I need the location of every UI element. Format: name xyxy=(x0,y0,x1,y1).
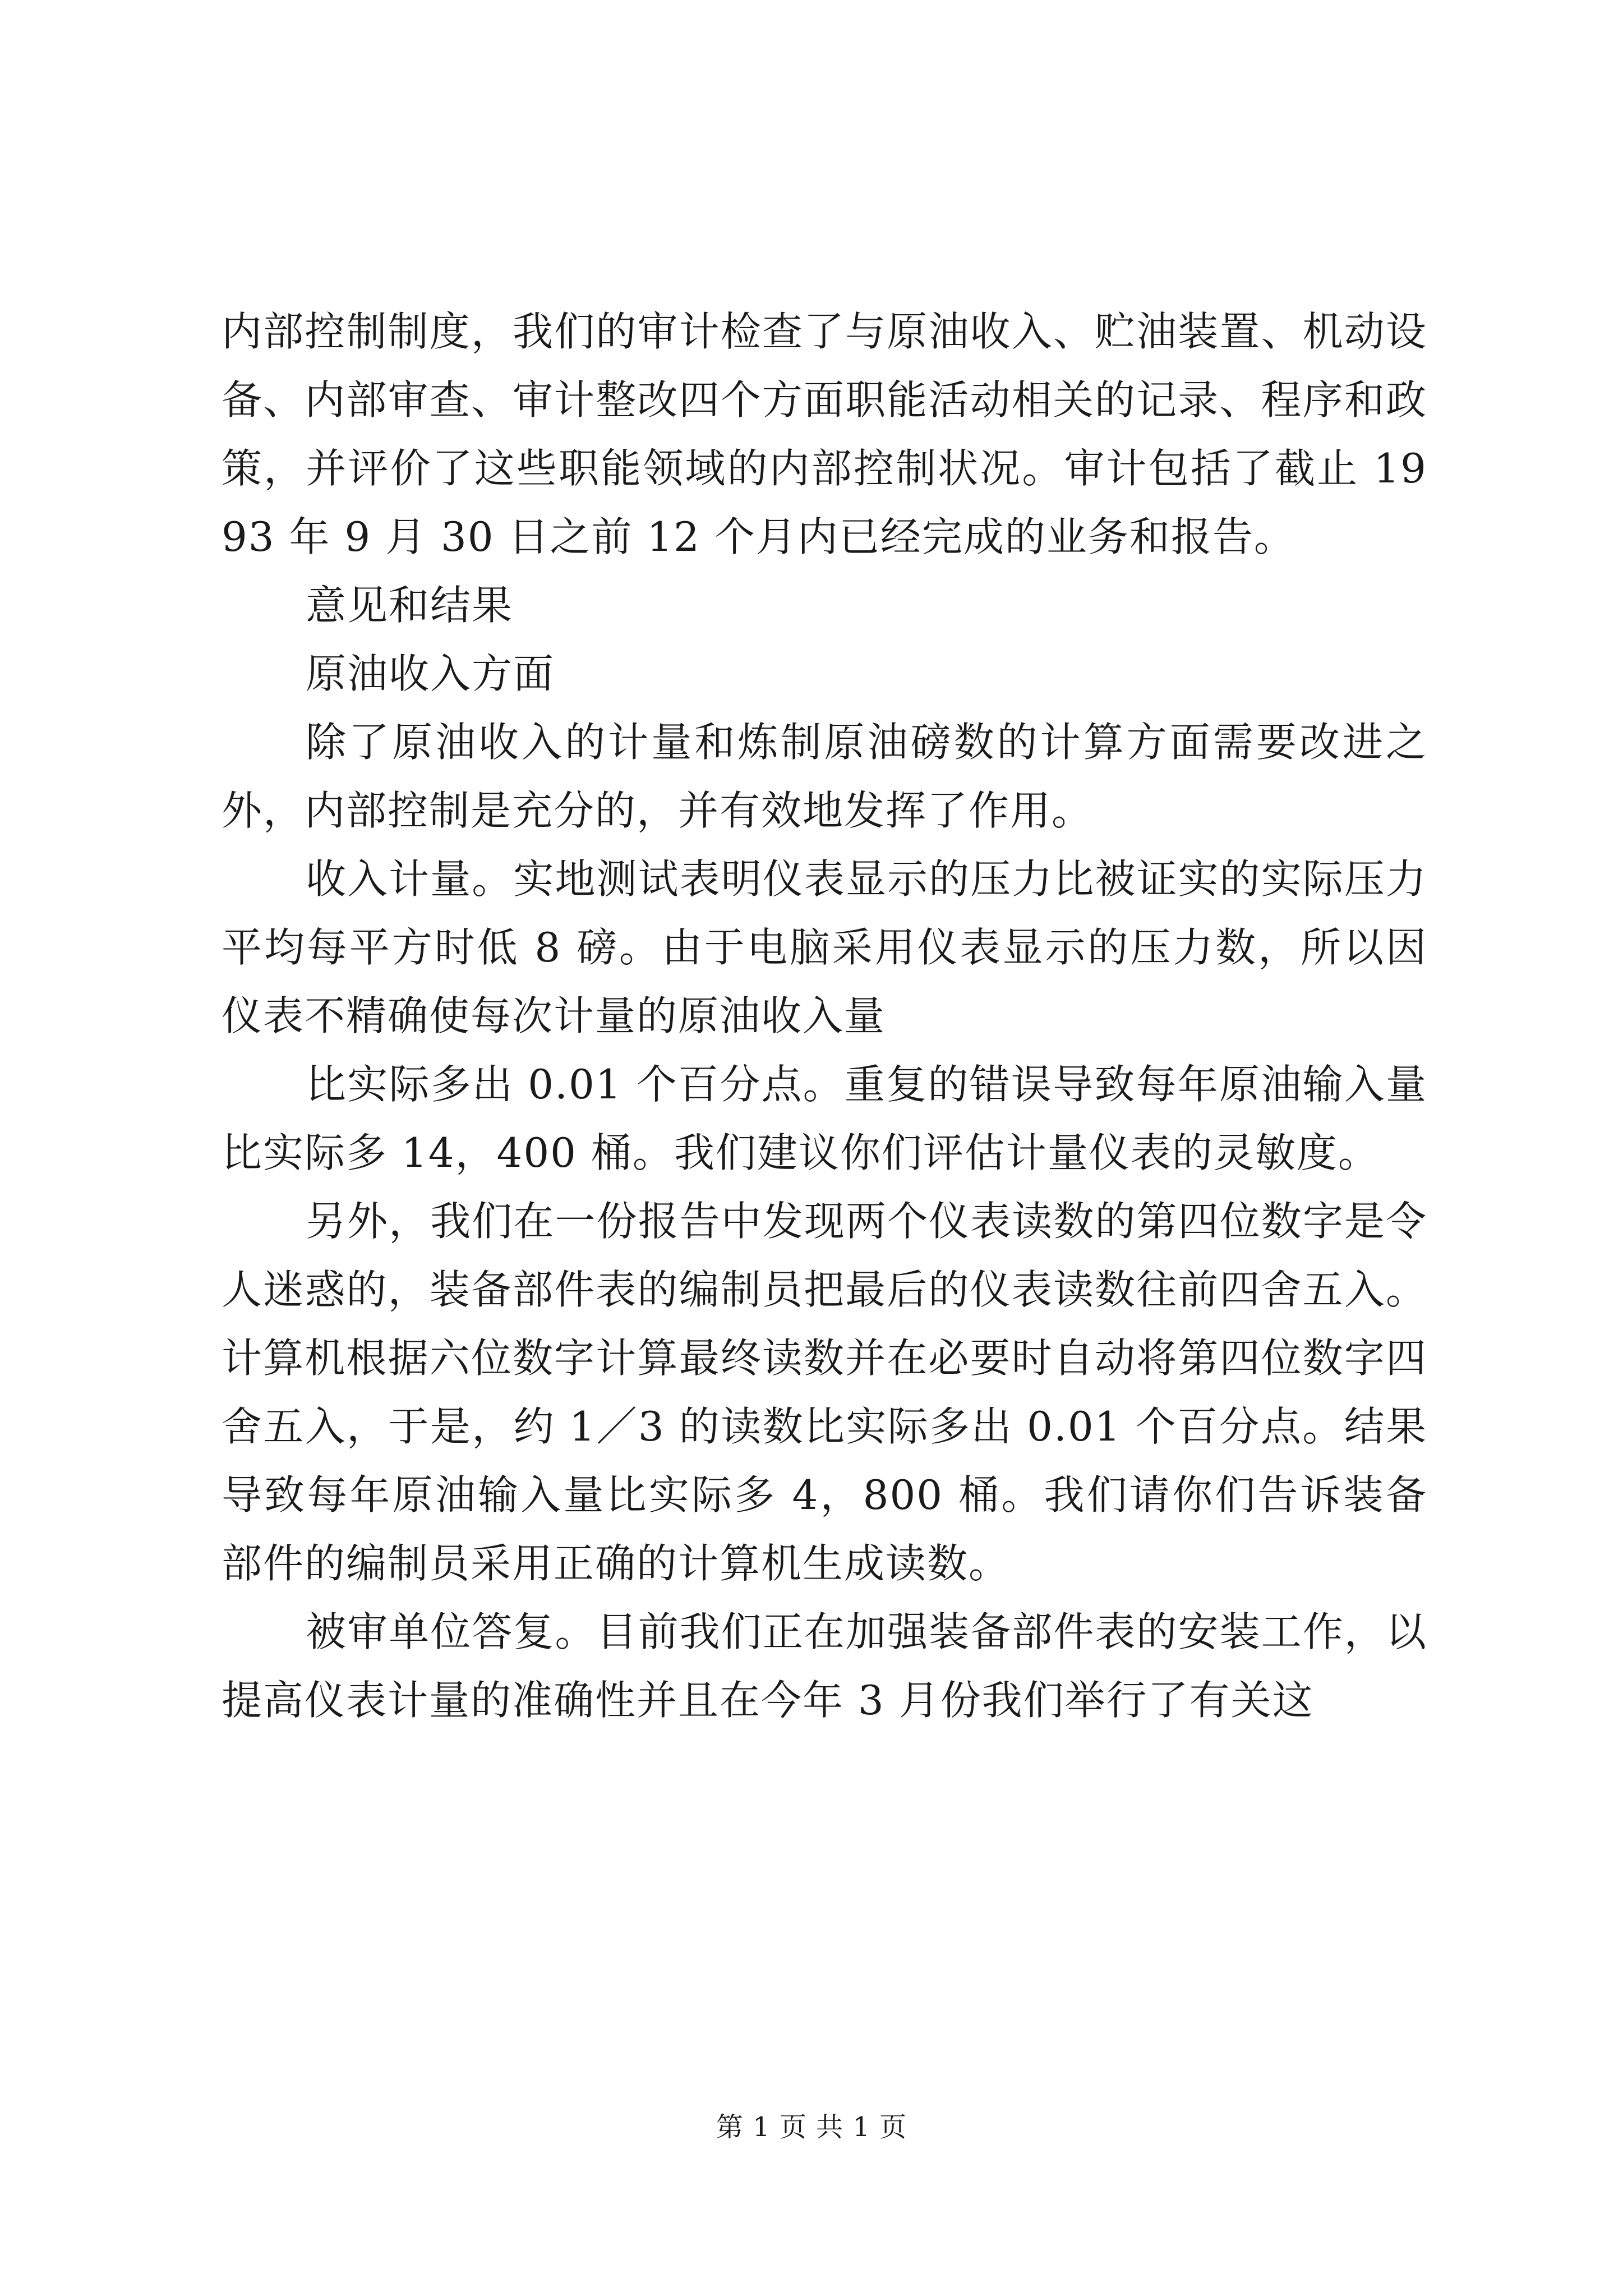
paragraph-measurement-error: 比实际多出 0.01 个百分点。重复的错误导致每年原油输入量比实际多 14，400 桶。我们建议你们评估计量仪表的灵敏度。 xyxy=(222,1061,1427,1176)
paragraph-auditee-response: 被审单位答复。目前我们正在加强装备部件表的安装工作，以提高仪表计量的准确性并且在今年 3 月份我们举行了有关这 xyxy=(222,1608,1427,1724)
paragraph-continued-text: 内部控制制度，我们的审计检查了与原油收入、贮油装置、机动设备、内部审查、审计整改四个方面职能活动相关的记录、程序和政策，并评价了这些职能领域的内部控制状况。审计包括了截止 1993 年 9 月 30 日之前 12 个月内已经完成的业务和报告。 xyxy=(222,308,1427,560)
paragraph-internal-control: 除了原油收入的计量和炼制原油磅数的计算方面需要改进之外，内部控制是充分的，并有效地发挥了作用。 xyxy=(222,719,1427,834)
paragraph-income-measurement: 收入计量。实地测试表明仪表显示的压力比被证实的实际压力平均每平方时低 8 磅。由于电脑采用仪表显示的压力数，所以因仪表不精确使每次计量的原油收入量 xyxy=(222,855,1427,1039)
subsection-heading-crude-oil-income: 原油收入方面 xyxy=(306,650,555,697)
page-footer: 第 1 页 共 1 页 xyxy=(716,2111,907,2143)
document-body xyxy=(222,297,1427,1734)
section-heading-opinions: 意见和结果 xyxy=(306,582,514,629)
paragraph-rounding-issue: 另外，我们在一份报告中发现两个仪表读数的第四位数字是令人迷惑的，装备部件表的编制员把最后的仪表读数往前四舍五入。计算机根据六位数字计算最终读数并在必要时自动将第四位数字四舍五入，于是，约 1／3 的读数比实际多出 0.01 个百分点。结果导致每年原油输入量比实际多 4，800 桶。我们请你们告诉装备部件的编制员采用正确的计算机生成读数。 xyxy=(222,1198,1427,1587)
